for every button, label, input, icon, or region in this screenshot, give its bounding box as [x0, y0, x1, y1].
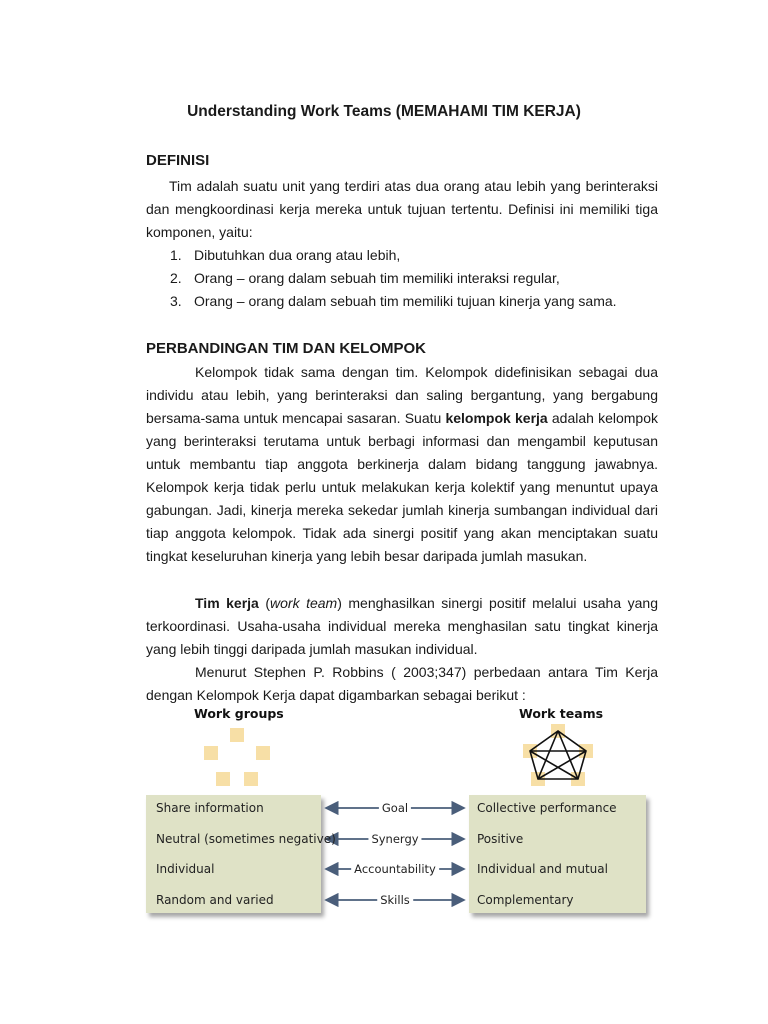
criterion-goal: Goal: [379, 801, 411, 815]
group-accountability-text: Individual: [156, 862, 215, 876]
component-list: [146, 244, 617, 313]
definisi-paragraph: [146, 175, 658, 244]
comparison-diagram: [146, 700, 658, 920]
group-skills-text: Random and varied: [156, 893, 274, 907]
group-synergy-text: Neutral (sometimes negative): [156, 832, 336, 846]
para3-text: Menurut Stephen P. Robbins ( 2003;347) perbedaan antara Tim Kerja dengan Kelompok Kerja dapat digambarkan sebagai berikut :: [146, 664, 658, 703]
para1-text-b: adalah kelompok yang berinteraksi terutama untuk berbagi informasi dan mengambil keputusan untuk membantu tiap anggota berkinerja dalam bidang tanggung jawabnya. Kelompok kerja tidak perlu untuk melakukan kerja kolektif yang menuntut upaya gabungan. Jadi, kinerja mereka sekedar jumlah kinerja sumbangan individual dari tiap anggota kelompok. Tidak ada sinergi positif yang akan menciptakan suatu tingkat keseluruhan kinerja yang lebih besar daripada jumlah masukan.: [146, 410, 659, 564]
para1-bold-term: kelompok kerja: [445, 410, 548, 426]
paragraph-tim-kerja: [146, 592, 658, 661]
definisi-heading: DEFINISI: [146, 152, 210, 169]
group-member-square: [204, 746, 218, 760]
para2-text-b: ) menghasilkan sinergi positif melalui usaha yang terkoordinasi. Usaha-usaha individual mereka menghasilan satu tingkat kinerja yang lebih tinggi daripada jumlah masukan individual.: [146, 595, 658, 657]
team-network-icon: [520, 724, 596, 790]
list-text: Dibutuhkan dua orang atau lebih,: [194, 247, 401, 263]
work-groups-heading: Work groups: [194, 706, 284, 721]
list-item: [146, 267, 617, 290]
team-skills-text: Complementary: [477, 893, 574, 907]
group-member-square: [216, 772, 230, 786]
list-number: 3.: [170, 293, 182, 309]
criterion-synergy: Synergy: [368, 832, 421, 846]
list-text: Orang – orang dalam sebuah tim memiliki tujuan kinerja yang sama.: [194, 293, 617, 309]
perbandingan-heading: PERBANDINGAN TIM DAN KELOMPOK: [146, 340, 426, 357]
team-goal-text: Collective performance: [477, 801, 617, 815]
group-member-square: [230, 728, 244, 742]
para2-bold-term: Tim kerja: [195, 595, 259, 611]
group-member-square: [256, 746, 270, 760]
definisi-text: Tim adalah suatu unit yang terdiri atas dua orang atau lebih yang berinteraksi dan mengkoordinasi kerja mereka untuk tujuan tertentu. Definisi ini memiliki tiga komponen, yaitu:: [146, 178, 658, 240]
team-synergy-text: Positive: [477, 832, 524, 846]
list-item: [146, 244, 617, 267]
criterion-skills: Skills: [377, 893, 413, 907]
team-accountability-text: Individual and mutual: [477, 862, 608, 876]
para2-text-a: (: [258, 595, 271, 611]
criterion-accountability: Accountability: [351, 862, 439, 876]
list-item: [146, 290, 617, 313]
work-teams-heading: Work teams: [519, 706, 604, 721]
para2-italic-term: work team: [270, 595, 338, 611]
list-number: 1.: [170, 247, 182, 263]
list-text: Orang – orang dalam sebuah tim memiliki interaksi regular,: [194, 270, 560, 286]
document-title: Understanding Work Teams (MEMAHAMI TIM KERJA): [187, 103, 581, 120]
group-goal-text: Share information: [156, 801, 264, 815]
para1-text-a: Kelompok tidak sama dengan tim. Kelompok didefinisikan sebagai dua individu atau lebih, yang berinteraksi dan saling bergantung, yang bergabung bersama-sama untuk mencapai sasaran. Suatu: [146, 364, 658, 426]
group-member-square: [244, 772, 258, 786]
list-number: 2.: [170, 270, 182, 286]
paragraph-kelompok: [146, 361, 658, 568]
